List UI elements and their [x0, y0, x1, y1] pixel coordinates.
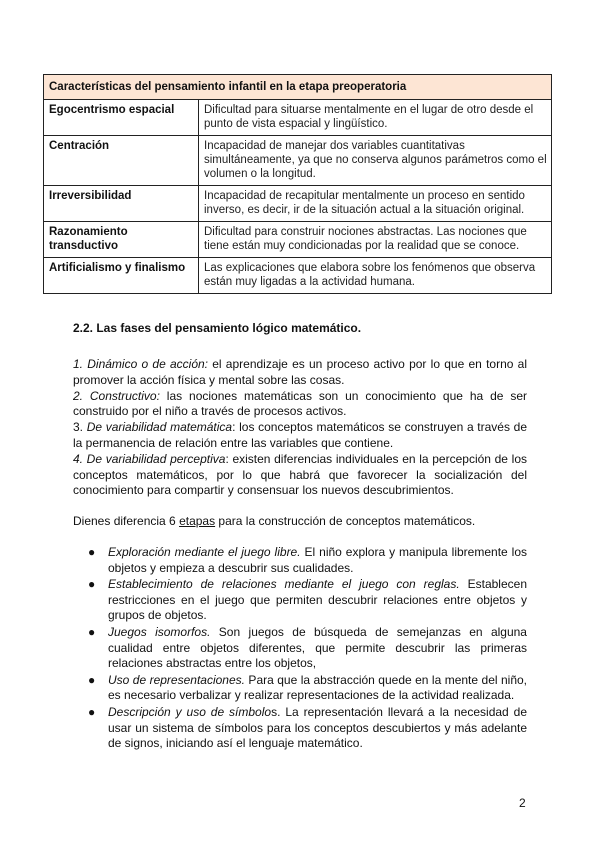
phase-text: el aprendizaje es un proceso activo por lo que en torno al promover la acción física y mental sobre las cosas. — [73, 357, 527, 387]
phase-label: 4. De variabilidad perceptiva — [73, 451, 226, 466]
bullet-icon: ● — [88, 672, 96, 687]
stage-label: Uso de representaciones. — [108, 672, 245, 687]
list-item — [88, 624, 527, 672]
table-header: Características del pensamiento infantil en la etapa preoperatoria — [44, 75, 552, 100]
phase-text: las nociones matemáticas son un conocimiento que ha de ser construido por el niño a través de procesos activos. — [73, 388, 527, 419]
phase-label: 1. Dinámico o de acción: — [73, 357, 208, 371]
stages-list — [73, 545, 527, 753]
table-term: Egocentrismo espacial — [44, 100, 199, 136]
dienes-text-before: Dienes diferencia 6 — [73, 514, 180, 528]
table-definition: Incapacidad de recapitular mentalmente un proceso en sentido inverso, es decir, ir de la situación actual a la situación original. — [199, 186, 552, 222]
stage-label: Exploración mediante el juego libre. — [108, 545, 301, 559]
stage-text: s. La representación llevará a la necesidad de usar un sistema de símbolos para los conceptos descubiertos y más adelante de signos, iniciando así el lenguaje matemático. — [108, 704, 527, 751]
stage-text: Establecen restricciones en el juego que permiten descubrir relaciones entre objetos y grupos de objetos. — [108, 577, 527, 623]
table-row — [44, 186, 552, 222]
table-definition: Dificultad para situarse mentalmente en el lugar de otro desde el punto de vista espacial y lingüístico. — [199, 100, 552, 136]
phase-label: De variabilidad matemática — [86, 420, 233, 435]
dienes-paragraph — [73, 514, 527, 530]
characteristics-table — [43, 74, 552, 294]
stage-text: El niño explora y manipula libremente los objetos y empieza a descubrir sus cualidades. — [108, 545, 527, 575]
stage-label: Juegos isomorfos. — [108, 624, 211, 639]
stage-text: Son juegos de búsqueda de semejanzas en alguna cualidad entre objetos diferentes, que permite descubrir las primeras relaciones abstractas entre los objetos, — [108, 624, 527, 671]
phase-item — [73, 357, 527, 389]
bullet-icon: ● — [88, 545, 96, 559]
stage-label: Establecimiento de relaciones mediante el juego con reglas. — [108, 577, 460, 592]
table-row — [44, 258, 552, 294]
bullet-icon: ● — [88, 704, 96, 719]
table-definition: Incapacidad de manejar dos variables cuantitativas simultáneamente, ya que no conserva algunos parámetros como el volumen o la longitud. — [199, 136, 552, 186]
list-item — [88, 672, 528, 704]
section-title: 2.2. Las fases del pensamiento lógico matemático. — [73, 321, 362, 335]
table-row — [44, 100, 552, 136]
phase-label: 2. Constructivo: — [73, 388, 160, 403]
table-term: Irreversibilidad — [44, 186, 199, 222]
list-item — [88, 545, 527, 576]
table-row — [44, 136, 552, 186]
bullet-icon: ● — [88, 577, 96, 592]
etapas-link[interactable]: etapas — [179, 514, 216, 528]
table-header-row — [44, 75, 552, 100]
phase-item — [73, 420, 527, 452]
phase-text: : existen diferencias individuales en la percepción de los conceptos matemáticos, por lo que habrá que favorecer la socialización del conocimiento para compartir y consensuar los nuevos descubrimientos. — [73, 451, 527, 498]
table-term: Razonamiento transductivo — [44, 222, 199, 258]
page-number: 2 — [519, 796, 526, 810]
phase-item — [73, 389, 527, 421]
table-definition: Dificultad para construir nociones abstractas. Las nociones que tiene están muy condicionadas por la realidad que se conoce. — [199, 222, 552, 258]
phase-prefix: 3. — [73, 420, 87, 435]
phase-item — [73, 452, 527, 499]
list-item — [88, 577, 527, 624]
table-definition: Las explicaciones que elabora sobre los fenómenos que observa están muy ligadas a la actividad humana. — [199, 258, 552, 294]
stage-text: Para que la abstracción quede en la mente del niño, es necesario verbalizar y realizar representaciones de la actividad realizada. — [108, 672, 528, 703]
table-term: Centración — [44, 136, 199, 186]
table-term: Artificialismo y finalismo — [44, 258, 199, 294]
phase-text: : los conceptos matemáticos se construyen a través de la permanencia de relación entre las variables que contiene. — [73, 420, 527, 450]
phases-paragraph — [73, 357, 527, 499]
stage-label: Descripción y uso de símbolo — [108, 704, 272, 719]
list-item — [88, 704, 527, 752]
dienes-text-after: para la construcción de conceptos matemáticos. — [215, 514, 476, 528]
bullet-icon: ● — [88, 624, 96, 639]
table-row — [44, 222, 552, 258]
